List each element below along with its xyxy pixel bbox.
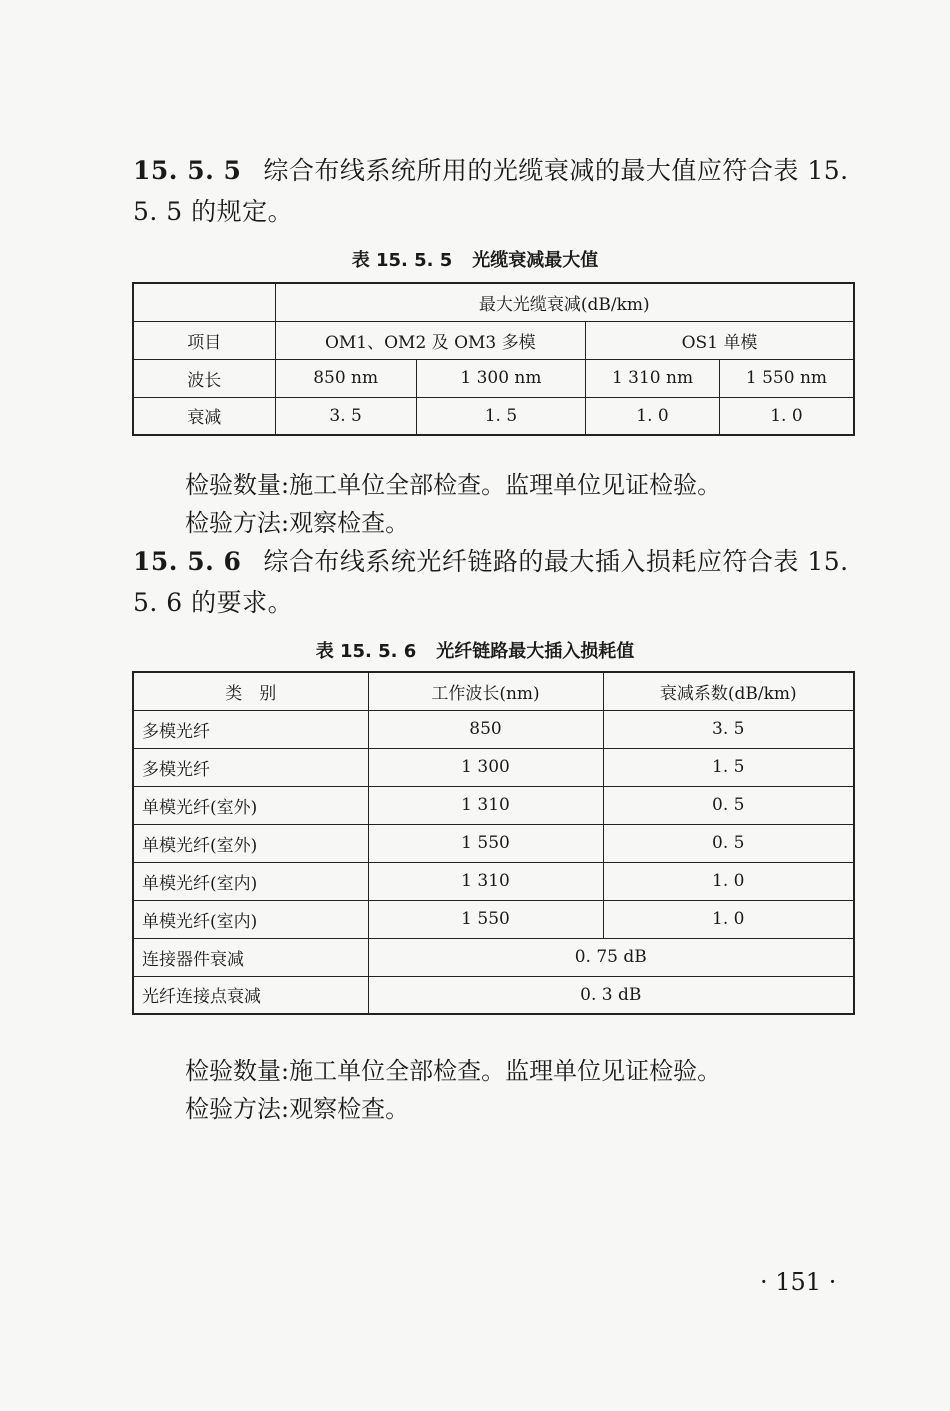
wavelength-cell: 1 300 xyxy=(368,748,603,786)
section-number: 15. 5. 5 xyxy=(133,156,242,185)
wavelength-cell: 1 550 xyxy=(368,824,603,862)
attenuation-cell: 3. 5 xyxy=(275,397,416,435)
wavelength-cell: 850 xyxy=(368,710,603,748)
connector-label: 连接器件衰减 xyxy=(133,938,368,976)
check-quantity-2: 检验数量:施工单位全部检查。监理单位见证检验。 xyxy=(185,1057,722,1085)
fiber-attenuation-table xyxy=(132,282,855,436)
coefficient-cell: 1. 0 xyxy=(603,900,854,938)
row-label-item: 项目 xyxy=(133,321,275,359)
coefficient-cell: 1. 0 xyxy=(603,862,854,900)
caption-title: 光缆衰减最大值 xyxy=(472,250,599,271)
table-row xyxy=(133,862,854,900)
section-text: 综合布线系统所用的光缆衰减的最大值应符合表 15. 5. 5 的规定。 xyxy=(133,156,849,226)
section-number: 15. 5. 6 xyxy=(133,547,242,576)
table-row xyxy=(133,824,854,862)
page-number: · 151 · xyxy=(760,1268,837,1296)
empty-header-cell xyxy=(133,283,275,321)
wavelength-cell: 1 550 xyxy=(368,900,603,938)
table-row xyxy=(133,748,854,786)
splice-value: 0. 3 dB xyxy=(368,976,854,1014)
group-singlemode: OS1 单模 xyxy=(586,321,854,359)
table-row xyxy=(133,900,854,938)
check-quantity-1: 检验数量:施工单位全部检查。监理单位见证检验。 xyxy=(185,471,722,499)
coefficient-cell: 0. 5 xyxy=(603,786,854,824)
table-caption-15-5-5 xyxy=(0,246,950,272)
wavelength-cell: 850 nm xyxy=(275,359,416,397)
attenuation-cell: 1. 0 xyxy=(719,397,854,435)
header-category: 类 别 xyxy=(133,672,368,710)
header-attenuation-coefficient: 衰减系数(dB/km) xyxy=(603,672,854,710)
category-cell: 单模光纤(室内) xyxy=(133,862,368,900)
table-row xyxy=(133,786,854,824)
category-cell: 多模光纤 xyxy=(133,710,368,748)
section-15-5-6 xyxy=(133,541,858,623)
wavelength-cell: 1 310 nm xyxy=(586,359,720,397)
attenuation-cell: 1. 0 xyxy=(586,397,720,435)
wavelength-cell: 1 550 nm xyxy=(719,359,854,397)
connector-value: 0. 75 dB xyxy=(368,938,854,976)
category-cell: 单模光纤(室外) xyxy=(133,824,368,862)
row-label-attenuation: 衰减 xyxy=(133,397,275,435)
category-cell: 单模光纤(室外) xyxy=(133,786,368,824)
caption-title: 光纤链路最大插入损耗值 xyxy=(436,641,635,662)
section-15-5-5 xyxy=(133,150,858,232)
table-row xyxy=(133,710,854,748)
wavelength-cell: 1 310 xyxy=(368,786,603,824)
category-cell: 单模光纤(室内) xyxy=(133,900,368,938)
wavelength-cell: 1 310 xyxy=(368,862,603,900)
splice-label: 光纤连接点衰减 xyxy=(133,976,368,1014)
coefficient-cell: 1. 5 xyxy=(603,748,854,786)
caption-number: 表 15. 5. 5 xyxy=(351,250,453,271)
table-caption-15-5-6 xyxy=(0,637,950,663)
group-multimode: OM1、OM2 及 OM3 多模 xyxy=(275,321,586,359)
coefficient-cell: 3. 5 xyxy=(603,710,854,748)
wavelength-cell: 1 300 nm xyxy=(416,359,585,397)
check-method-2: 检验方法:观察检查。 xyxy=(185,1095,410,1123)
caption-number: 表 15. 5. 6 xyxy=(315,641,417,662)
header-max-attenuation: 最大光缆衰减(dB/km) xyxy=(275,283,854,321)
coefficient-cell: 0. 5 xyxy=(603,824,854,862)
table-row xyxy=(133,938,854,976)
header-wavelength: 工作波长(nm) xyxy=(368,672,603,710)
row-label-wavelength: 波长 xyxy=(133,359,275,397)
category-cell: 多模光纤 xyxy=(133,748,368,786)
section-text: 综合布线系统光纤链路的最大插入损耗应符合表 15. 5. 6 的要求。 xyxy=(133,547,849,617)
table-row xyxy=(133,976,854,1014)
check-method-1: 检验方法:观察检查。 xyxy=(185,509,410,537)
attenuation-cell: 1. 5 xyxy=(416,397,585,435)
insertion-loss-table xyxy=(132,671,855,1015)
